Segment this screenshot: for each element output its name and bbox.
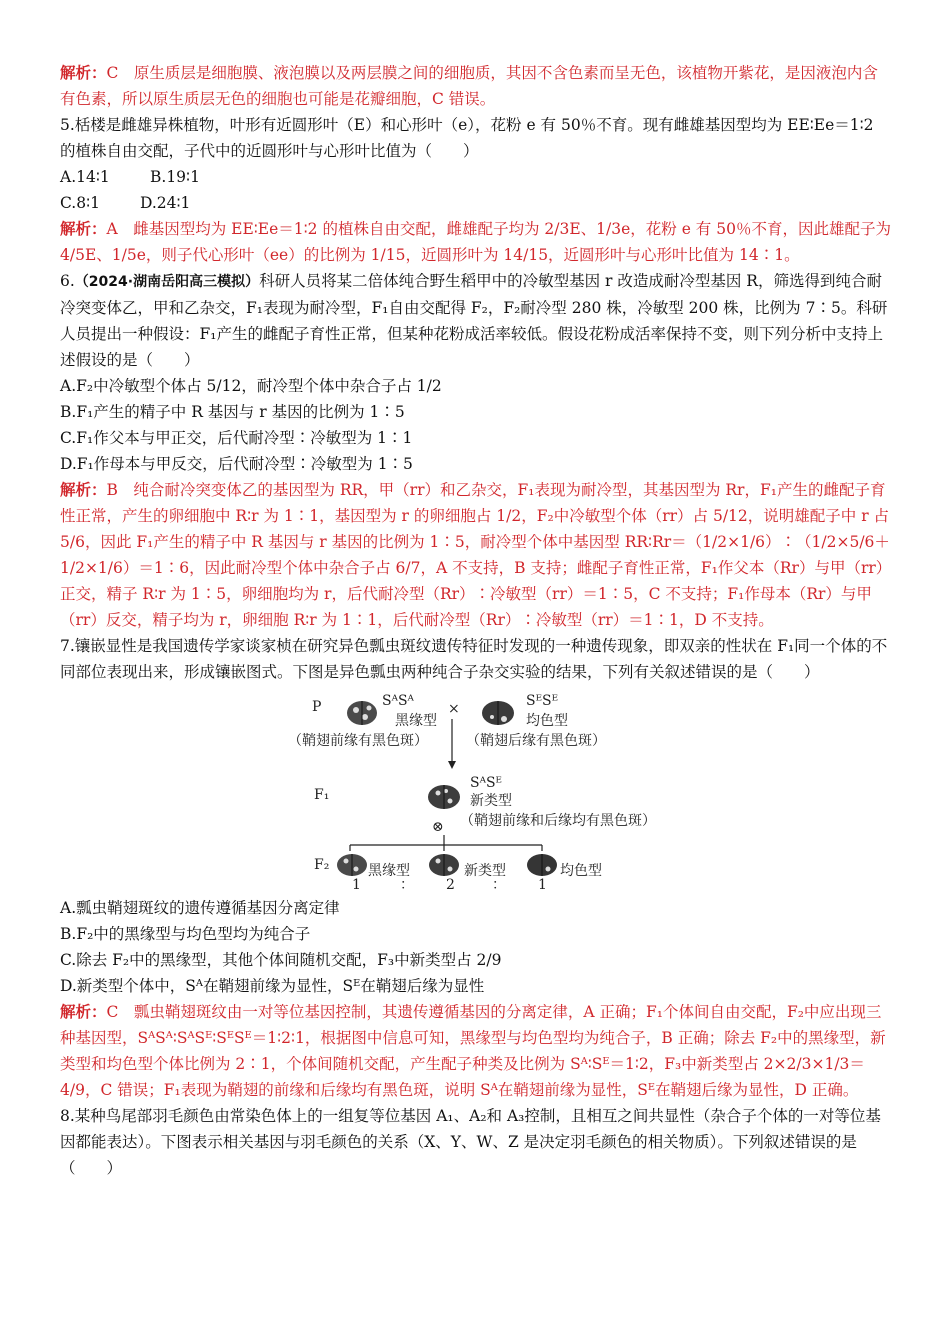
fig-selfing-symbol: ⊗ (432, 819, 444, 835)
q8-stem: 8.某种鸟尾部羽毛颜色由常染色体上的一组复等位基因 A₁、A₂和 A₃控制，且相互之间共显性（杂合子个体的一对等位基因都能表达）。下图表示相关基因与羽毛颜色的关系（X、Y、W、Z 是决定羽毛颜色的相关物质）。下列叙述错误的是（ ） (60, 1107, 881, 1177)
q7-analysis: 解析：C 瓢虫鞘翅斑纹由一对等位基因控制，其遗传遵循基因的分离定律，A 正确；F₁个体间自由交配，F₂中应出现三种基因型，SᴬSᴬ∶SᴬSᴱ∶SᴱSᴱ＝1∶2∶1，根据图中信息可知，黑缘型与均色型均为纯合子，B 正确；除去 F₂中的黑缘型，新类型和均色型个体比例为 2∶1，个体间随机交配，产生配子种类及比例为 Sᴬ∶Sᴱ＝1∶2，F₃中新类型占 2×2/3×1/3＝4/9，C 错误；F₁表现为鞘翅的前缘和后缘均有黑色斑，说明 Sᴬ在鞘翅前缘为显性，Sᴱ在鞘翅后缘为显性，D 正确。 (60, 1003, 886, 1099)
q6-option-c[interactable]: C.F₁作父本与甲正交，后代耐冷型∶冷敏型为 1∶1 (60, 429, 413, 447)
q6-stem: 6.（2024·湖南岳阳高三模拟）科研人员将某二倍体纯合野生稻甲中的冷敏型基因 r 改造成耐冷型基因 R，筛选得到纯合耐冷突变体乙，甲和乙杂交，F₁表现为耐冷型，F₁自由交配得 F₂，F₂耐冷型 280 株，冷敏型 200 株，比例为 7∶5。科研人员提出一种假设：F₁产生的雌配子育性正常，但某种花粉成活率较低。假设花粉成活率保持不变，则下列分析中支持上述假设的是（ ） (60, 272, 888, 369)
ladybug-icon-parent2 (482, 701, 514, 725)
q5-option-d[interactable]: D.24∶1 (140, 194, 191, 212)
fig-parent1-genotype: SᴬSᴬ (382, 693, 414, 709)
fig-f2-type-2: 新类型 (464, 863, 506, 879)
ladybug-icon-f2-new (429, 854, 459, 876)
q5-analysis: 解析：A 雌基因型均为 EE∶Ee＝1∶2 的植株自由交配，雌雄配子均为 2/3E、1/3e，花粉 e 有 50％不育，因此雄配子为 4/5E、1/5e，则子代心形叶（ee）的比例为 1/15，近圆形叶为 14/15，近圆形叶与心形叶比值为 14∶1。 (60, 220, 891, 264)
fig-parent2-genotype: SᴱSᴱ (526, 693, 559, 709)
q7-stem: 7.镶嵌显性是我国遗传学家谈家桢在研究异色瓢虫斑纹遗传特征时发现的一种遗传现象，即双亲的性状在 F₁同一个体的不同部位表现出来，形成镶嵌图式。下图是异色瓢虫两种纯合子杂交实验的结果，下列有关叙述错误的是（ ） (60, 637, 888, 681)
fig-f2-type-1: 黑缘型 (368, 863, 410, 879)
fig-ratio-sep-1: ： (400, 877, 414, 889)
fig-ratio-3: 1 (538, 877, 547, 889)
q5-option-b[interactable]: B.19∶1 (150, 168, 200, 186)
q7-option-d[interactable]: D.新类型个体中，Sᴬ在鞘翅前缘为显性，Sᴱ在鞘翅后缘为显性 (60, 977, 485, 995)
q6-option-b[interactable]: B.F₁产生的精子中 R 基因与 r 基因的比例为 1∶5 (60, 403, 405, 421)
fig-label-p: P (312, 699, 322, 715)
ladybug-cross-diagram (60, 689, 892, 889)
q7-option-a[interactable]: A.瓢虫鞘翅斑纹的遗传遵循基因分离定律 (60, 899, 340, 917)
fig-label-f1: F₁ (314, 787, 330, 803)
q7-option-b[interactable]: B.F₂中的黑缘型与均色型均为纯合子 (60, 925, 311, 943)
fig-parent2-type: 均色型 (526, 713, 568, 729)
ladybug-icon-parent1 (347, 701, 377, 725)
q5-stem: 5.栝楼是雌雄异株植物，叶形有近圆形叶（E）和心形叶（e），花粉 e 有 50％不育。现有雌雄基因型均为 EE∶Ee＝1∶2 的植株自由交配，子代中的近圆形叶与心形叶比值为（ ） (60, 116, 874, 160)
fig-parent2-desc: （鞘翅后缘有黑色斑） (466, 733, 606, 749)
document-page (60, 60, 892, 1181)
fig-ratio-2: 2 (446, 877, 455, 889)
ladybug-cross-figure (60, 689, 892, 889)
q5-options-row-2 (60, 190, 892, 216)
q5-option-c[interactable]: C.8∶1 (60, 194, 100, 212)
q6-analysis: 解析：B 纯合耐冷突变体乙的基因型为 RR，甲（rr）和乙杂交，F₁表现为耐冷型，其基因型为 Rr，F₁产生的雌配子育性正常，产生的卵细胞中 R∶r 为 1∶1，基因型为 r 的卵细胞占 1/2，F₂中冷敏型个体（rr）占 5/12，说明雄配子中 r 占 5/6，因此 F₁产生的精子中 R 基因与 r 基因的比例为 1∶5，耐冷型个体中基因型 RR∶Rr＝（1/2×1/6）∶（1/2×5/6＋1/2×1/6）＝1∶6，因此耐冷型个体中杂合子占 6/7，A 不支持，B 支持；雌配子育性正常，F₁作父本（Rr）与甲（rr）正交，精子 R∶r 为 1∶5，卵细胞均为 r，后代耐冷型（Rr）∶冷敏型（rr）＝1∶5，C 不支持；F₁作母本（Rr）与甲（rr）反交，精子均为 r，卵细胞 R∶r 为 1∶1，后代耐冷型（Rr）∶冷敏型（rr）＝1∶1，D 不支持。 (60, 481, 892, 629)
fig-f1-type: 新类型 (470, 793, 512, 809)
q4-analysis: 解析：C 原生质层是细胞膜、液泡膜以及两层膜之间的细胞质，其因不含色素而呈无色，该植物开紫花，是因液泡内含有色素，所以原生质层无色的细胞也可能是花瓣细胞，C 错误。 (60, 64, 878, 108)
ladybug-icon-f2-black (337, 854, 367, 876)
fig-ratio-1: 1 (352, 877, 361, 889)
q7-option-c[interactable]: C.除去 F₂中的黑缘型，其他个体间随机交配，F₃中新类型占 2/9 (60, 951, 502, 969)
fig-label-f2: F₂ (314, 857, 330, 873)
fig-ratio-sep-2: ： (492, 877, 506, 889)
fig-parent1-type: 黑缘型 (395, 713, 437, 729)
fig-cross-symbol: × (448, 701, 460, 717)
fig-f1-desc: （鞘翅前缘和后缘均有黑色斑） (460, 813, 656, 829)
fig-f1-genotype: SᴬSᴱ (470, 775, 502, 791)
q5-option-a[interactable]: A.14∶1 (60, 168, 110, 186)
fig-parent1-desc: （鞘翅前缘有黑色斑） (288, 733, 428, 749)
ladybug-icon-f1 (428, 785, 460, 809)
q5-options-row-1 (60, 164, 892, 190)
q6-option-a[interactable]: A.F₂中冷敏型个体占 5/12，耐冷型个体中杂合子占 1/2 (60, 377, 442, 395)
fig-f2-type-3: 均色型 (560, 863, 602, 879)
ladybug-icon-f2-even (527, 854, 557, 876)
q6-option-d[interactable]: D.F₁作母本与甲反交，后代耐冷型∶冷敏型为 1∶5 (60, 455, 413, 473)
